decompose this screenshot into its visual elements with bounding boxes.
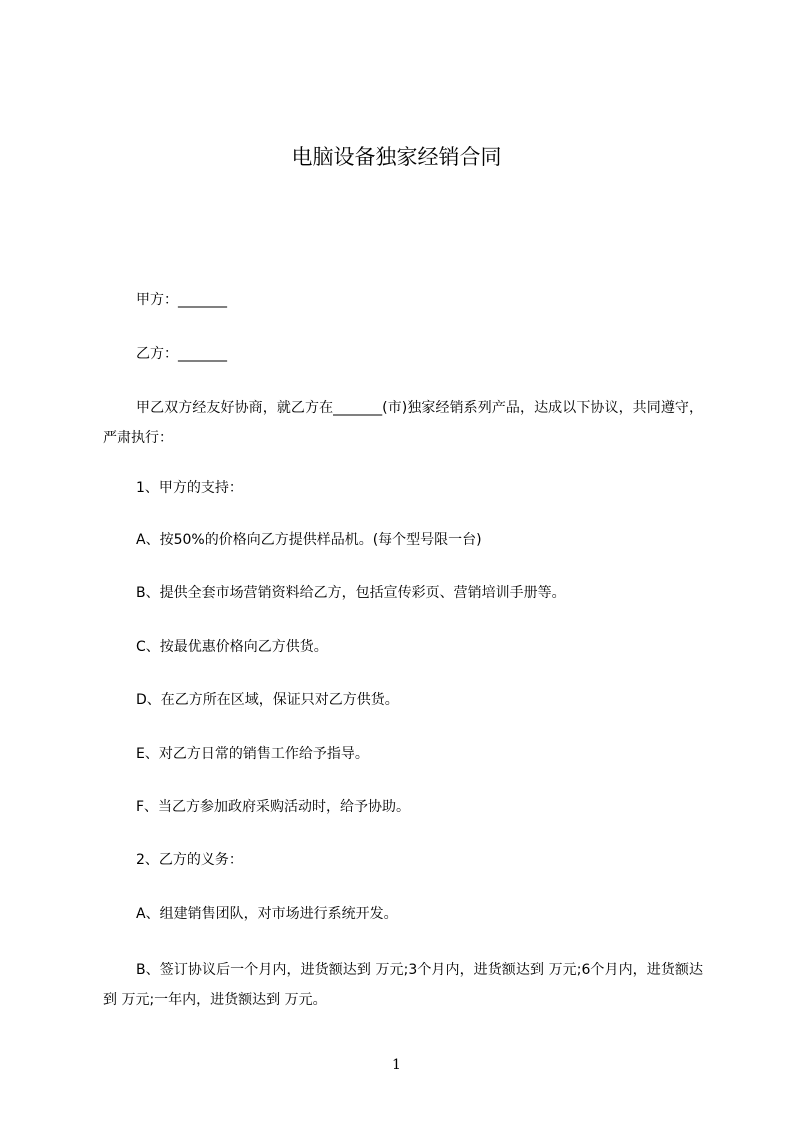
intro-paragraph: 甲乙双方经友好协商，就乙方在_______(市)独家经销系列产品，达成以下协议，共同遵守，严肃执行：: [103, 400, 703, 446]
section-2-item-b: B、签订协议后一个月内，进货额达到 万元;3个月内，进货额达到 万元;6个月内，进货额达到 万元;一年内，进货额达到 万元。: [103, 962, 703, 1008]
section-1-item-a: A、按50%的价格向乙方提供样品机。(每个型号限一台): [136, 532, 482, 548]
party-b-line: 乙方：_______: [136, 346, 227, 362]
page-number: 1: [392, 1057, 401, 1073]
section-1-item-f: F、当乙方参加政府采购活动时，给予协助。: [136, 799, 411, 815]
section-2-heading: 2、乙方的义务：: [136, 852, 243, 868]
section-1-item-b: B、提供全套市场营销资料给乙方，包括宣传彩页、营销培训手册等。: [136, 585, 566, 601]
document-title: 电脑设备独家经销合同: [291, 145, 502, 169]
party-a-line: 甲方：_______: [136, 292, 227, 308]
section-1-item-d: D、在乙方所在区域，保证只对乙方供货。: [136, 692, 399, 708]
section-1-item-c: C、按最优惠价格向乙方供货。: [136, 639, 328, 655]
section-1-heading: 1、甲方的支持：: [136, 480, 243, 496]
section-2-item-a: A、组建销售团队，对市场进行系统开发。: [136, 906, 398, 922]
section-1-item-e: E、对乙方日常的销售工作给予指导。: [136, 746, 369, 762]
